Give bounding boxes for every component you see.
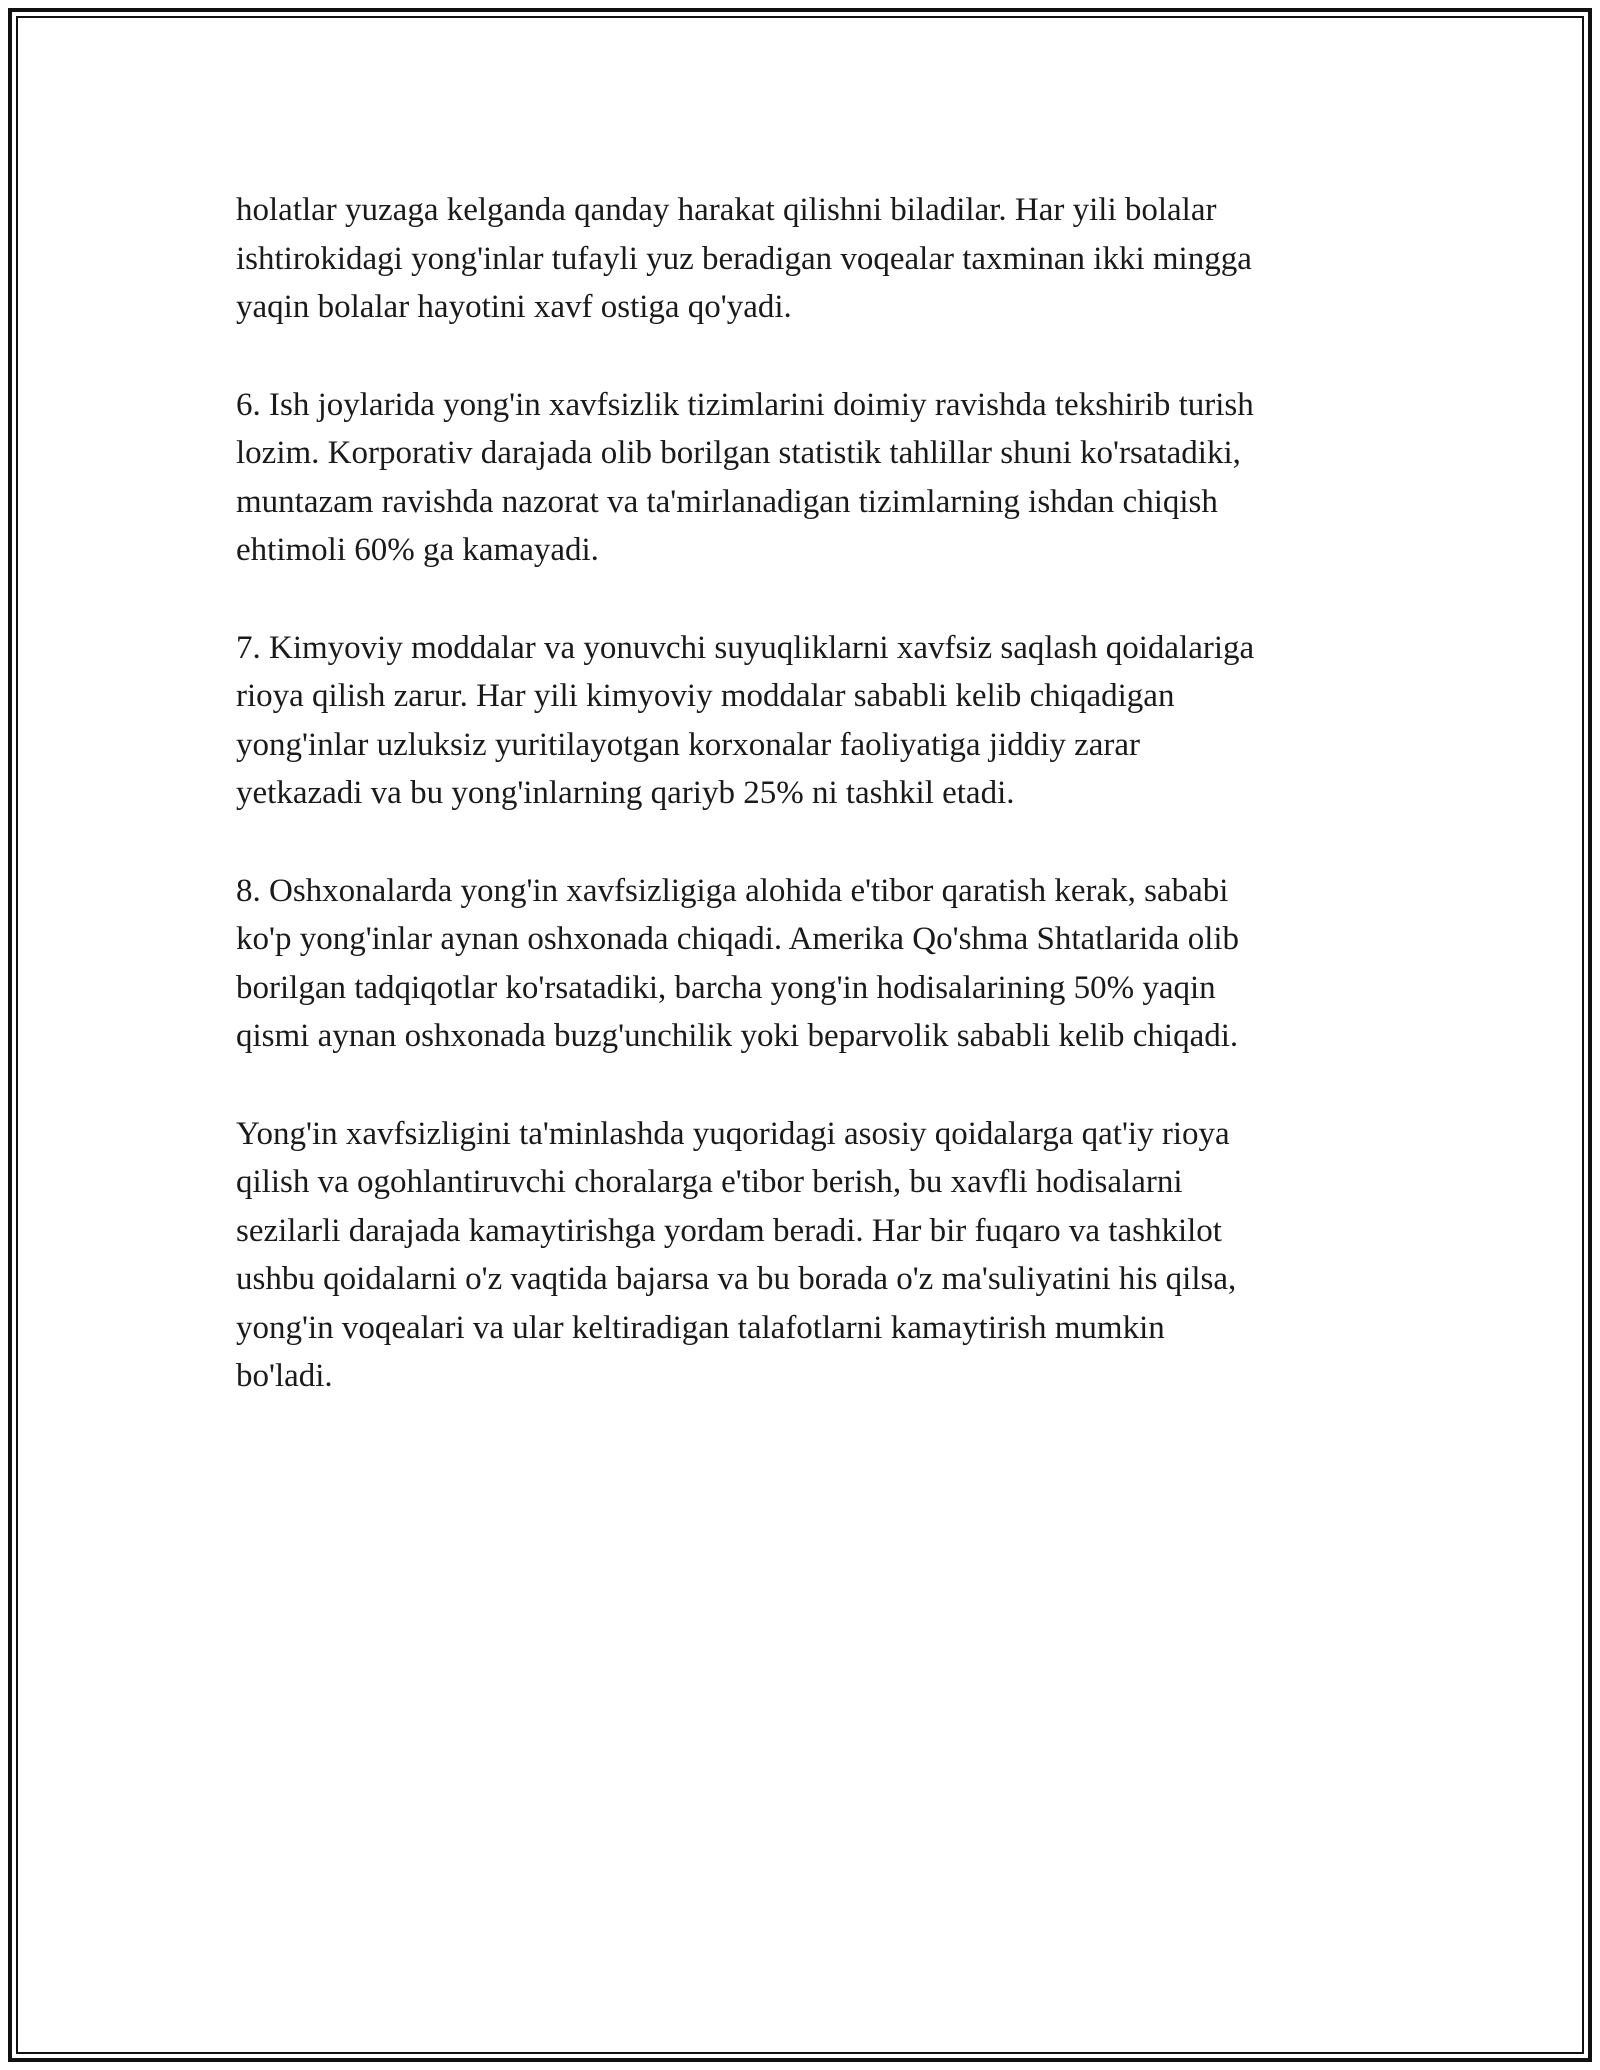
- text-line: yaqin bolalar hayotini xavf ostiga qo'yadi.: [236, 289, 792, 325]
- paragraph-item-6: [236, 381, 1376, 575]
- paragraph-conclusion: [236, 1110, 1376, 1401]
- text-line: 7. Kimyoviy moddalar va yonuvchi suyuqliklarni xavfsiz saqlash qoidalariga: [236, 629, 1255, 666]
- text-line: borilgan tadqiqotlar ko'rsatadiki, barcha yong'in hodisalarining 50% yaqin: [236, 969, 1216, 1006]
- text-line: qilish va ogohlantiruvchi choralarga e'tibor berish, bu xavfli hodisalarni: [236, 1164, 1183, 1200]
- text-line: ko'p yong'inlar aynan oshxonada chiqadi. Amerika Qo'shma Shtatlarida olib: [236, 921, 1240, 957]
- text-line: muntazam ravishda nazorat va ta'mirlanadigan tizimlarning ishdan chiqish: [236, 483, 1218, 520]
- text-line: yetkazadi va bu yong'inlarning qariyb 25% ni tashkil etadi.: [236, 775, 1015, 811]
- text-line: Yong'in xavfsizligini ta'minlashda yuqoridagi asosiy qoidalarga qat'iy rioya: [236, 1115, 1230, 1152]
- text-line: 6. Ish joylarida yong'in xavfsizlik tizimlarini doimiy ravishda tekshirib turish: [236, 386, 1254, 423]
- text-line: ehtimoli 60% ga kamayadi.: [236, 532, 599, 568]
- text-line: qismi aynan oshxonada buzg'unchilik yoki beparvolik sababli kelib chiqadi.: [236, 1018, 1239, 1054]
- text-line: 8. Oshxonalarda yong'in xavfsizligiga alohida e'tibor qaratish kerak, sababi: [236, 872, 1229, 909]
- text-line: yong'in voqealari va ular keltiradigan talafotlarni kamaytirish mumkin: [236, 1309, 1165, 1346]
- text-line: bo'ladi.: [236, 1358, 333, 1394]
- text-line: rioya qilish zarur. Har yili kimyoviy moddalar sababli kelib chiqadigan: [236, 678, 1175, 714]
- text-line: holatlar yuzaga kelganda qanday harakat qilishni biladilar. Har yili bolalar: [236, 192, 1217, 228]
- paragraph-item-8: [236, 867, 1376, 1061]
- text-line: yong'inlar uzluksiz yuritilayotgan korxonalar faoliyatiga jiddiy zarar: [236, 726, 1140, 763]
- text-line: ishtirokidagi yong'inlar tufayli yuz beradigan voqealar taxminan ikki mingga: [236, 240, 1252, 277]
- paragraph-item-7: [236, 624, 1376, 818]
- paragraph-continuation: [236, 186, 1376, 332]
- document-body: [236, 186, 1376, 1450]
- text-line: lozim. Korporativ darajada olib borilgan statistik tahlillar shuni ko'rsatadiki,: [236, 435, 1241, 471]
- text-line: ushbu qoidalarni o'z vaqtida bajarsa va bu borada o'z ma'suliyatini his qilsa,: [236, 1261, 1237, 1297]
- text-line: sezilarli darajada kamaytirishga yordam beradi. Har bir fuqaro va tashkilot: [236, 1212, 1222, 1249]
